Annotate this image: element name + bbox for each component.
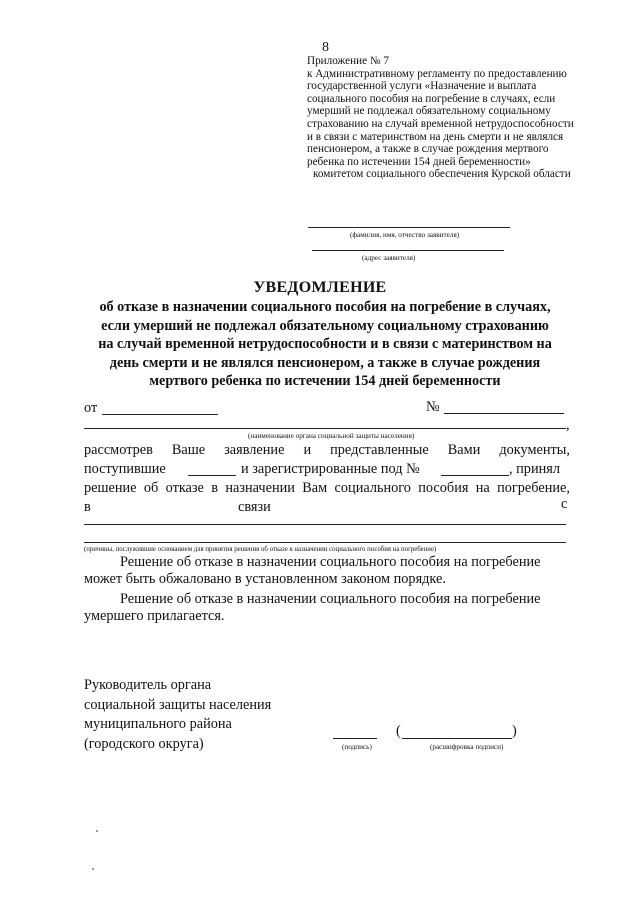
subtitle-line: мертвого ребенка по истечении 154 дней беременности: [149, 373, 501, 389]
reasons-caption: (причины, послужившие основанием для принятия решения об отказе в назначении социального пособия на погребение): [84, 546, 437, 553]
document-title: УВЕДОМЛЕНИЕ: [253, 279, 387, 296]
signatory-title: [84, 676, 271, 754]
with-label: с: [561, 496, 568, 512]
appendix-line: социального пособия на погребение в случаях, если: [307, 92, 556, 105]
reason-line-2[interactable]: [84, 542, 566, 543]
signature-line[interactable]: [333, 738, 377, 739]
subtitle-line: если умерший не подлежал обязательному социальному страхованию: [101, 317, 549, 334]
reason-line-1[interactable]: [84, 524, 566, 525]
open-paren: (: [396, 723, 401, 739]
registered-label: и зарегистрированные под №: [241, 461, 420, 477]
signatory-line: (городского округа): [84, 735, 204, 752]
appendix-line: умерший не подлежал обязательному социальному: [307, 105, 551, 118]
appendix-line: комитетом социального обеспечения Курской области: [313, 168, 571, 181]
appendix-line: пенсионером, а также в случае рождения мертвого: [307, 143, 549, 156]
close-paren: ): [512, 723, 517, 739]
organization-caption: (наименование органа социальной защиты населения): [248, 432, 415, 440]
appendix-line: и в связи с материнством на день смерти и не являлся: [307, 130, 564, 143]
applicant-address-caption: (адрес заявителя): [362, 254, 416, 262]
scan-speck: [96, 830, 98, 832]
registration-number-line[interactable]: [441, 475, 509, 476]
due-to-label: связи: [238, 499, 271, 515]
scan-speck: [92, 868, 94, 870]
attached-paragraph-line-2: умершего прилагается.: [84, 608, 225, 624]
subtitle-line: об отказе в назначении социального пособия на погребение в случаях,: [99, 299, 551, 315]
trailing-comma: ,: [566, 417, 570, 433]
applicant-address-line[interactable]: [312, 250, 504, 251]
decoding-caption: (расшифровка подписи): [430, 743, 504, 751]
signatory-line: муниципального района: [84, 716, 232, 732]
received-label: поступившие: [84, 461, 166, 477]
appendix-line: Приложение № 7: [307, 55, 389, 67]
from-label: от: [84, 400, 98, 416]
attached-paragraph-line-1: Решение об отказе в назначении социального пособия на погребение: [120, 591, 541, 607]
number-line[interactable]: [444, 413, 564, 414]
appeal-paragraph-line-2: может быть обжаловано в установленном законом порядке.: [84, 571, 446, 587]
subtitle-line: на случай временной нетрудоспособности и в связи с материнством на: [98, 336, 552, 352]
appendix-line: ребенка по истечении 154 дней беременности»: [307, 155, 531, 168]
signature-caption: (подпись): [342, 743, 372, 751]
body-line-1: рассмотрев Ваше заявление и представленные Вами документы,: [84, 442, 570, 458]
name-decoding-line[interactable]: [402, 738, 512, 739]
appendix-block: [307, 55, 607, 181]
body-line-3: решение об отказе в назначении Вам социального пособия на погребение,: [84, 480, 570, 496]
signatory-line: социальной защиты населения: [84, 696, 272, 713]
accepted-label: , принял: [509, 461, 560, 477]
date-line[interactable]: [102, 414, 218, 415]
appendix-line: страхованию на случай временной нетрудоспособности: [307, 117, 574, 130]
number-label: №: [426, 399, 440, 415]
page-number: 8: [322, 40, 329, 55]
signatory-line: Руководитель органа: [84, 677, 212, 693]
organization-line[interactable]: [84, 428, 566, 429]
appendix-line: государственной услуги «Назначение и выплата: [307, 80, 537, 93]
appendix-line: к Административному регламенту по предоставлению: [307, 67, 567, 80]
received-date-line[interactable]: [188, 475, 236, 476]
applicant-name-line[interactable]: [308, 227, 510, 228]
document-subtitle: [60, 298, 590, 391]
subtitle-line: день смерти и не являлся пенсионером, а также в случае рождения: [109, 354, 541, 371]
in-label: в: [84, 499, 91, 515]
appeal-paragraph-line-1: Решение об отказе в назначении социального пособия на погребение: [120, 554, 541, 570]
applicant-name-caption: (фамилия, имя, отчество заявителя): [350, 231, 460, 239]
